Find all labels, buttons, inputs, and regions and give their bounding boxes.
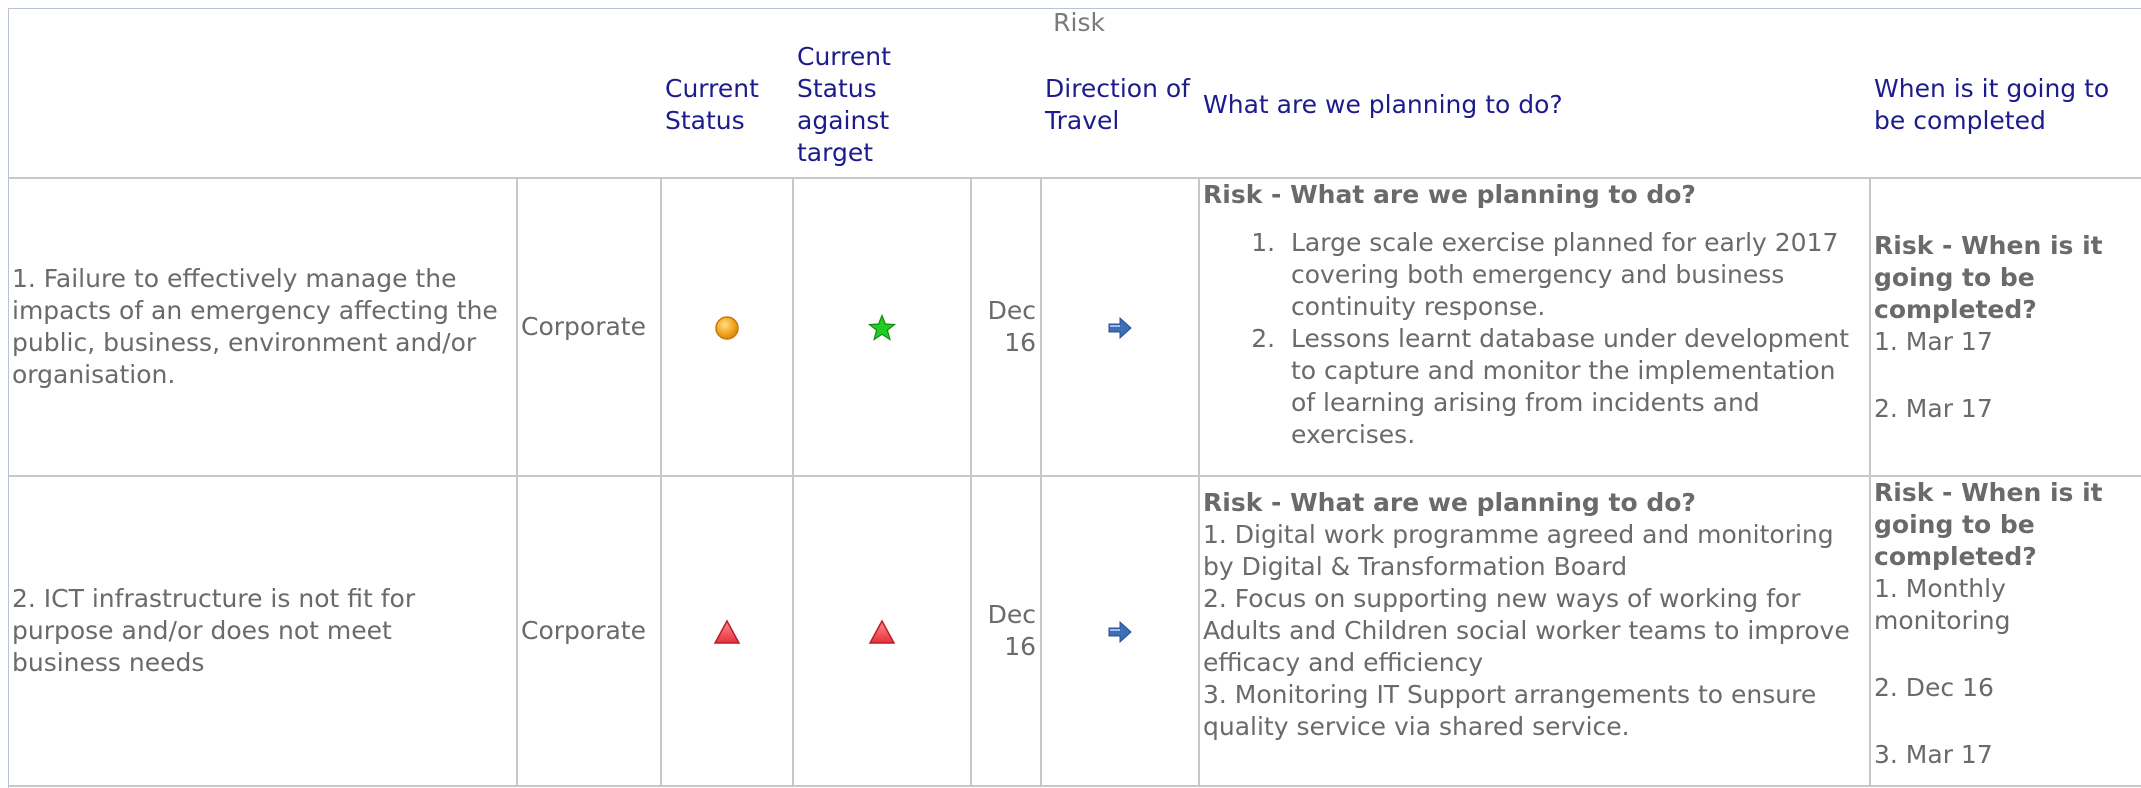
completion-title: Risk - When is it going to be completed? [1874, 478, 2103, 571]
caption-row [9, 9, 2141, 37]
red-triangle-icon [868, 619, 896, 645]
green-star-icon [868, 314, 896, 342]
current-status-cell [661, 178, 793, 476]
header-status-against-target: Current Status against target [797, 42, 891, 167]
planning-cell [1199, 178, 1870, 476]
table-row [9, 178, 2141, 476]
risk-table [9, 9, 2141, 787]
date-cell [971, 178, 1041, 476]
completion-title: Risk - When is it going to be completed? [1874, 230, 2103, 324]
planning-cell [1199, 476, 1870, 786]
date-year: 16 [1004, 632, 1036, 661]
header-current-status: Current Status [665, 74, 759, 135]
right-arrow-icon [1107, 620, 1133, 644]
right-arrow-icon [1107, 316, 1133, 340]
current-status-cell [661, 476, 793, 786]
header-risk-name [9, 37, 517, 178]
completion-item: 2. Dec 16 [1874, 673, 1994, 702]
header-when: When is it going to be completed [1874, 74, 2110, 135]
amber-circle-icon [714, 315, 740, 341]
risk-description: 1. Failure to effectively manage the impacts of an emergency affecting the public, business, environment and/or organisation. [9, 178, 517, 476]
planning-title: Risk - What are we planning to do? [1203, 488, 1696, 517]
table-caption: Risk [1053, 8, 1105, 37]
header-category [517, 37, 661, 178]
list-item: 3. Monitoring IT Support arrangements to ensure quality service via shared service. [1203, 680, 1817, 741]
list-item: 2. Focus on supporting new ways of working for Adults and Children social worker teams to improve efficacy and efficiency [1203, 584, 1850, 677]
completion-cell [1870, 178, 2141, 476]
header-row [9, 37, 2141, 178]
date-month: Dec [987, 600, 1036, 629]
list-item: 1. Large scale exercise planned for early 2017 covering both emergency and business continuity response. [1283, 227, 1861, 323]
header-planning: What are we planning to do? [1203, 90, 1563, 119]
risk-category: Corporate [517, 178, 661, 476]
date-cell [971, 476, 1041, 786]
direction-of-travel-cell [1041, 178, 1199, 476]
red-triangle-icon [713, 619, 741, 645]
risk-category: Corporate [517, 476, 661, 786]
header-date [971, 37, 1041, 178]
status-against-target-cell [793, 476, 971, 786]
header-direction-of-travel: Direction of Travel [1045, 74, 1190, 135]
planning-list [1203, 227, 1861, 451]
direction-of-travel-cell [1041, 476, 1199, 786]
status-against-target-cell [793, 178, 971, 476]
planning-title: Risk - What are we planning to do? [1203, 180, 1696, 209]
completion-item: 1. Monthly monitoring [1874, 574, 2011, 635]
completion-item: 1. Mar 17 [1874, 326, 1993, 356]
list-item: 2. Lessons learnt database under development to capture and monitor the implementation of learning arising from incidents and exercises. [1283, 323, 1861, 451]
table-row [9, 476, 2141, 786]
list-item: 1. Digital work programme agreed and monitoring by Digital & Transformation Board [1203, 520, 1834, 581]
completion-item: 2. Mar 17 [1874, 393, 1993, 423]
date-month: Dec [987, 296, 1036, 325]
risk-description: 2. ICT infrastructure is not fit for purpose and/or does not meet business needs [9, 476, 517, 786]
completion-cell [1870, 476, 2141, 786]
date-year: 16 [1004, 328, 1036, 357]
completion-item: 3. Mar 17 [1874, 740, 1993, 769]
